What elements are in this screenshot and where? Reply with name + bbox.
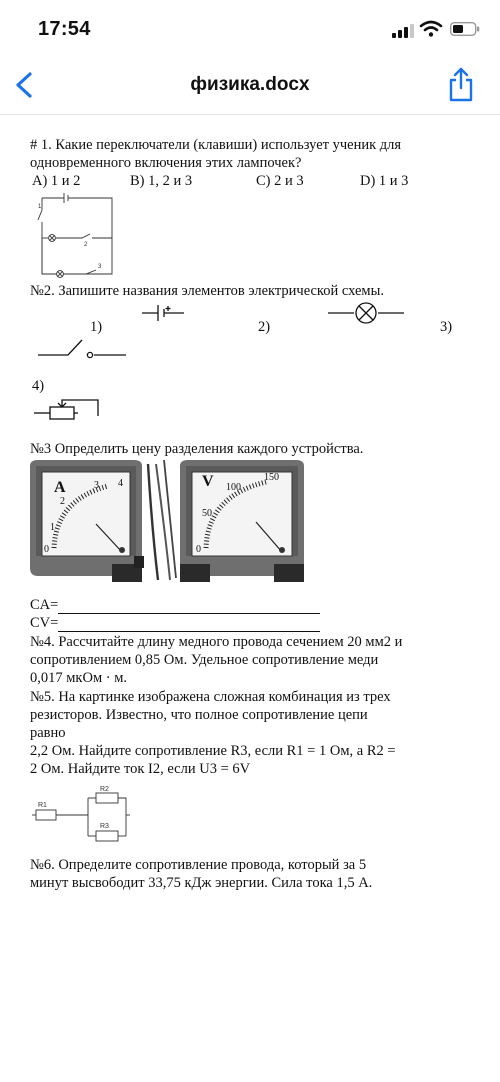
ammeter-tick-1: 1: [50, 522, 55, 533]
q4-text-line3: 0,017 мкОм · м.: [30, 670, 127, 686]
cellular-signal-icon: [392, 24, 416, 38]
lamp-symbol: [326, 302, 406, 324]
q2-label-2: 2): [258, 319, 271, 335]
cv-answer-blank[interactable]: [58, 631, 320, 632]
meters-photo: [30, 460, 310, 600]
q4-text-line2: сопротивлением 0,85 Ом. Удельное сопротивление меди: [30, 652, 379, 668]
q1-circuit-diagram: [38, 192, 118, 280]
ammeter: [30, 460, 144, 582]
voltmeter: [180, 460, 304, 582]
q5-text-line3: равно: [30, 725, 66, 741]
q1-option-a: A) 1 и 2: [32, 173, 81, 189]
document-title: физика.docx: [190, 74, 310, 95]
r2-label: R2: [100, 786, 109, 793]
rheostat-symbol: [34, 396, 106, 424]
battery-icon: [450, 22, 480, 36]
q2-text: №2. Запишите названия элементов электрической схемы.: [30, 283, 384, 299]
battery-cell-symbol: [140, 303, 186, 323]
cv-line: [30, 614, 320, 632]
r1-label: R1: [38, 802, 47, 809]
wifi-icon: [420, 21, 442, 37]
q6-text-line2: минут высвободит 33,75 кДж энергии. Сила тока 1,5 А.: [30, 875, 373, 891]
q5-text-line2: резисторов. Известно, что полное сопротивление цепи: [30, 707, 368, 723]
q1-text-line2: одновременного включения этих лампочек?: [30, 155, 302, 171]
q4-text-line1: №4. Рассчитайте длину медного провода сечением 20 мм2 и: [30, 634, 403, 650]
ammeter-tick-4: 4: [118, 478, 123, 489]
voltmeter-tick-100: 100: [226, 482, 241, 493]
q2-label-1: 1): [90, 319, 103, 335]
ammeter-tick-0: 0: [44, 544, 49, 555]
status-time: 17:54: [38, 18, 91, 40]
switch-symbol: [38, 334, 126, 358]
ammeter-tick-3: 3: [94, 480, 99, 491]
share-icon[interactable]: [444, 66, 478, 104]
document-page[interactable]: [30, 120, 482, 1080]
q1-option-c: C) 2 и 3: [256, 173, 304, 189]
q3-text: №3 Определить цену разделения каждого устройства.: [30, 441, 364, 457]
ammeter-letter: A: [54, 479, 66, 496]
voltmeter-tick-0: 0: [196, 544, 201, 555]
r3-label: R3: [100, 823, 109, 830]
q6-text-line1: №6. Определите сопротивление провода, который за 5: [30, 857, 367, 873]
q1-text-line1: # 1. Какие переключатели (клавиши) использует ученик для: [30, 137, 402, 153]
q1-switch-label-3: 3: [98, 264, 102, 270]
ammeter-tick-2: 2: [60, 496, 65, 507]
q2-label-3: 3): [440, 319, 453, 335]
ca-label: CA=: [30, 597, 59, 613]
q5-text-line4: 2,2 Ом. Найдите сопротивление R3, если R1 = 1 Ом, а R2 =: [30, 743, 396, 759]
q5-text-line5: 2 Ом. Найдите ток I2, если U3 = 6V: [30, 761, 251, 777]
q2-label-4: 4): [32, 378, 45, 394]
resistor-circuit-diagram: [32, 786, 142, 846]
voltmeter-tick-50: 50: [202, 508, 212, 519]
q1-option-d: D) 1 и 3: [360, 173, 409, 189]
voltmeter-letter: V: [202, 473, 214, 490]
q1-switch-label-2: 2: [84, 242, 88, 248]
q1-switch-label-1: 1: [38, 204, 42, 210]
status-bar: [0, 0, 500, 58]
cv-label: CV=: [30, 615, 59, 631]
q1-option-b: B) 1, 2 и 3: [130, 173, 193, 189]
nav-bar: [0, 58, 500, 115]
ca-line: [30, 596, 320, 614]
voltmeter-tick-150: 150: [264, 472, 279, 483]
q5-text-line1: №5. На картинке изображена сложная комбинация из трех: [30, 689, 391, 705]
